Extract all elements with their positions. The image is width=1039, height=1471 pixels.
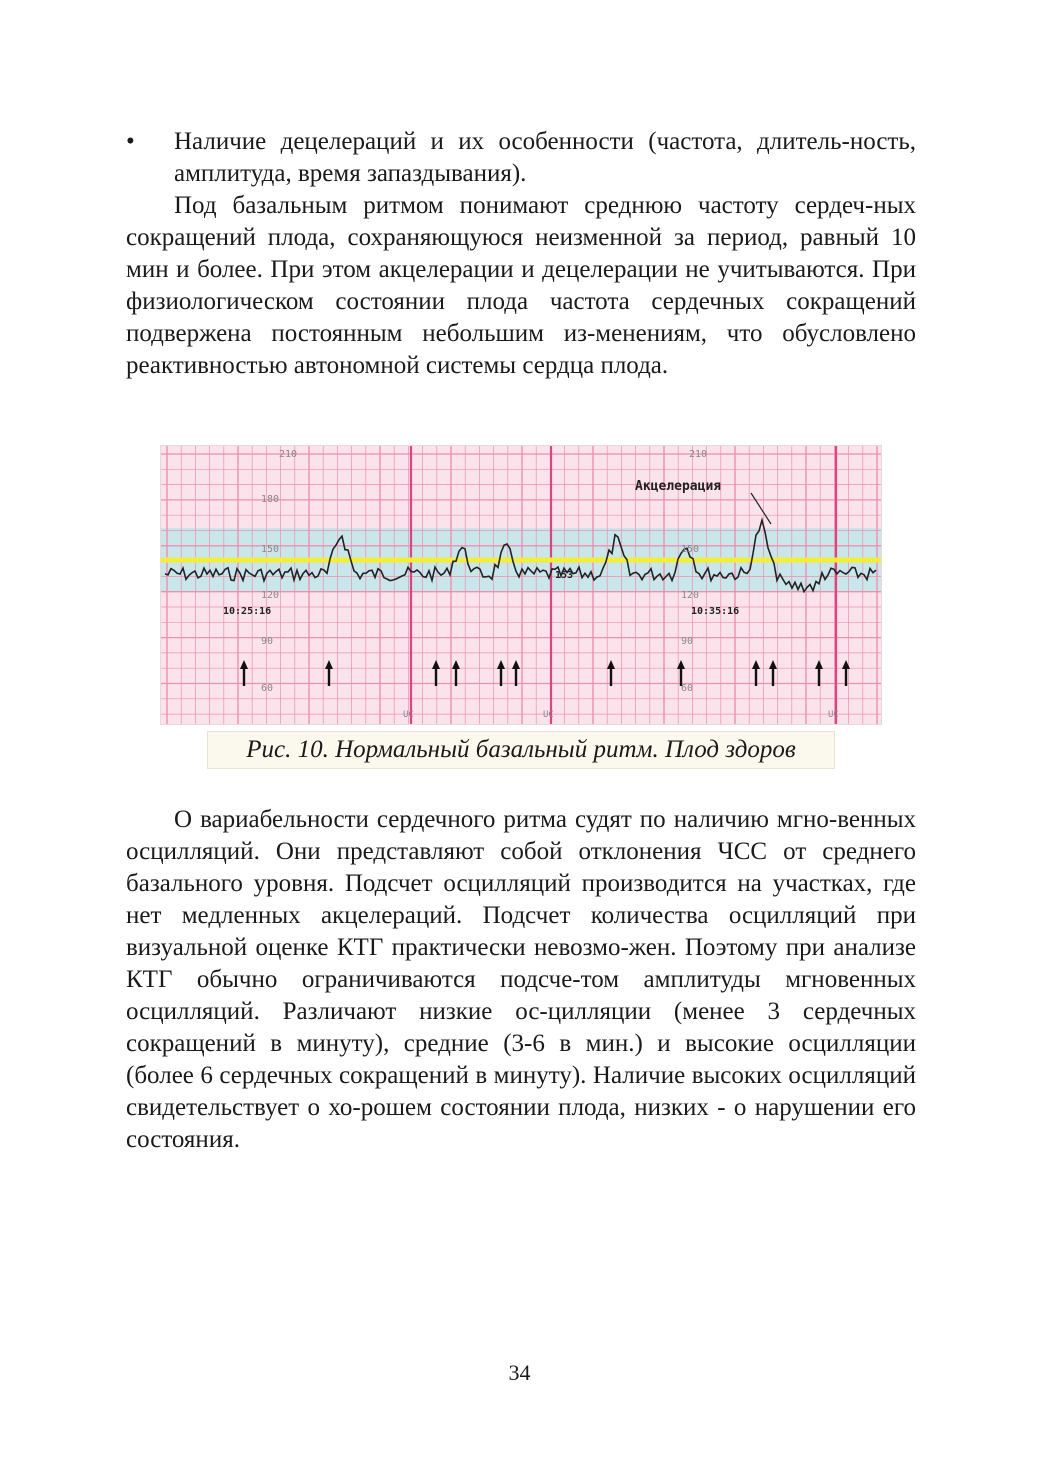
movement-arrow-head: [512, 660, 520, 669]
scale-label-210: 210: [279, 449, 298, 460]
uc-label-3: UC: [828, 710, 839, 720]
movement-arrow-head: [497, 660, 505, 669]
paragraph-variability: О вариабельности сердечного ритма судят по наличию мгно-венных осцилляций. Они представляют собой отклонения ЧСС от среднего базального уровня. Подсчет осцилляций производится на участках, где нет медленных акцелераций. Подсчет количества осцилляций при визуальной оценке КТГ практически невозмо-жен. Поэтому при анализе КТГ обычно ограничиваются подсче-том амплитуды мгновенных осцилляций. Различают низкие ос-цилляции (менее 3 сердечных сокращений в минуту), средние (3-6 в мин.) и высокие осцилляции (более 6 сердечных сокращений в минуту). Наличие высоких осцилляций свидетельствует о хо-рошем состоянии плода, низких - о нарушении его состояния.: [126, 806, 916, 1153]
uc-label-1: UC: [403, 710, 414, 720]
paragraph-basal-rhythm: Под базальным ритмом понимают среднюю частоту сердеч-ных сокращений плода, сохраняющуюся неизменной за период, равный 10 мин и более. При этом акцелерации и децелерации не учитываются. При физиологическом состоянии плода частота сердечных сокращений подвержена постоянным небольшим из-менениям, что обусловлено реактивностью автономной системы сердца плода.: [126, 192, 916, 379]
mid-label: 153: [555, 570, 574, 581]
bullet-item: [126, 126, 916, 190]
movement-arrow-head: [815, 660, 823, 669]
movement-arrow-head: [325, 660, 333, 669]
acceleration-pointer: [751, 493, 771, 524]
scale-label-60-b: 60: [681, 683, 694, 694]
movement-arrow-head: [769, 660, 777, 669]
movement-arrow-head: [240, 660, 248, 669]
figure-caption: Рис. 10. Нормальный базальный ритм. Плод здоров: [207, 731, 835, 769]
scale-label-90-b: 90: [681, 636, 694, 647]
scale-label-120-b: 120: [681, 590, 700, 601]
page-text-bottom: [126, 804, 916, 1156]
scale-label-60: 60: [261, 683, 274, 694]
movement-arrow-head: [607, 660, 615, 669]
ctg-chart: [161, 446, 881, 724]
page-number: 34: [508, 1360, 531, 1385]
movement-arrows: [240, 660, 850, 686]
scale-label-150-b: 150: [681, 544, 700, 555]
movement-arrow-head: [452, 660, 460, 669]
scale-label-180: 180: [261, 494, 280, 505]
scale-label-150: 150: [261, 544, 280, 555]
time-label-2: 10:35:16: [691, 606, 740, 617]
uc-label-2: UC: [543, 710, 554, 720]
bullet-text: Наличие децелераций и их особенности (частота, длитель-ность, амплитуда, время запаздывания).: [174, 128, 916, 187]
movement-arrow-head: [432, 660, 440, 669]
ctg-figure: [160, 445, 882, 725]
scale-label-120: 120: [261, 590, 280, 601]
scale-label-90: 90: [261, 636, 274, 647]
bullet-mark: •: [126, 128, 135, 155]
scale-label-210-b: 210: [689, 449, 708, 460]
movement-arrow-head: [752, 660, 760, 669]
page-text-top: [126, 126, 916, 382]
acceleration-annotation: Акцелерация: [635, 479, 722, 494]
time-label-1: 10:25:16: [223, 606, 272, 617]
